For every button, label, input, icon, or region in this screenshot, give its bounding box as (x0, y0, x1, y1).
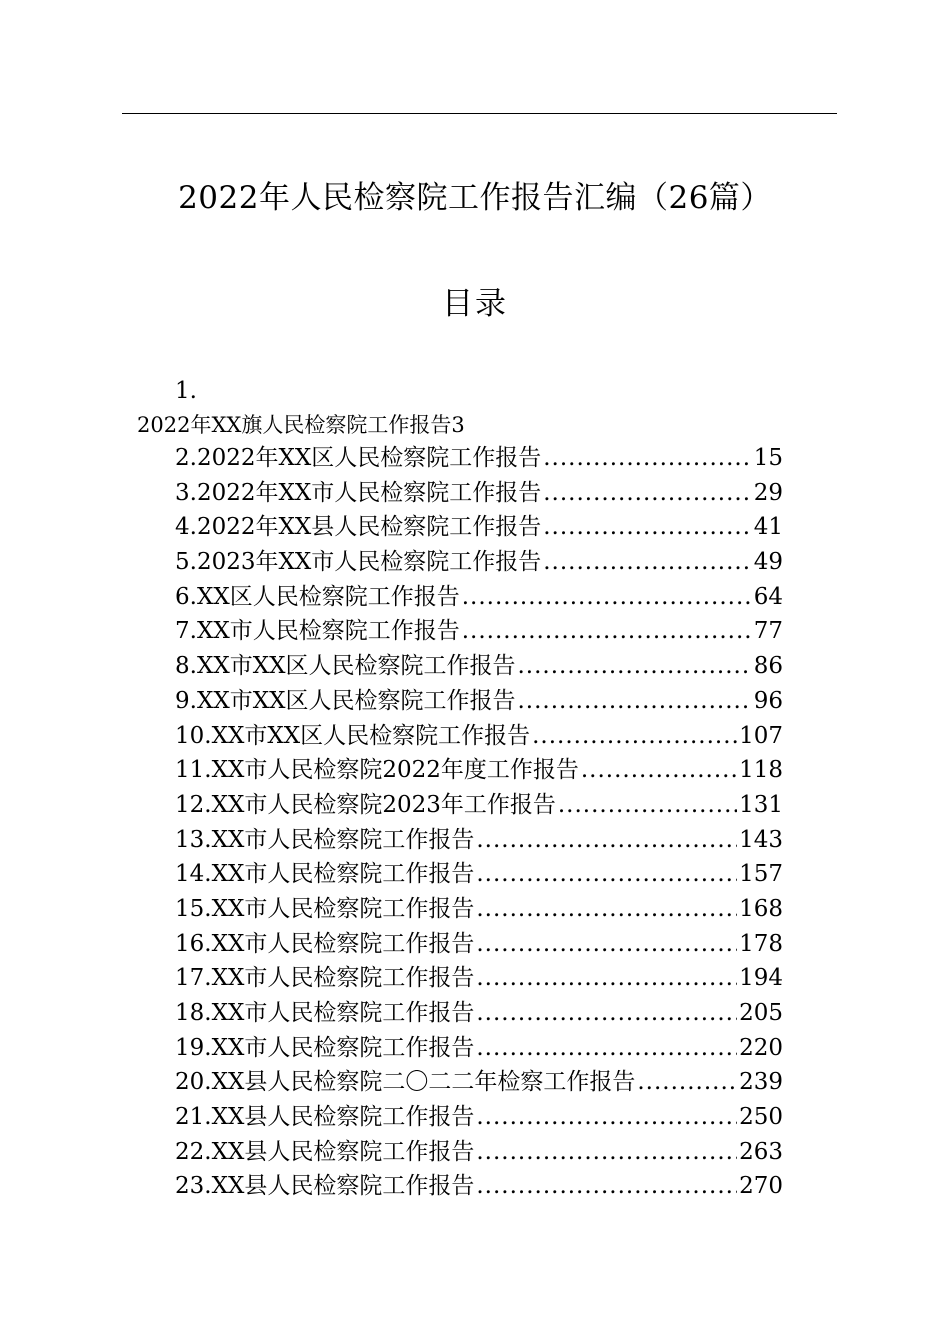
toc-entry-title: 5.2023年XX市人民检察院工作报告 (175, 549, 542, 576)
toc-entry-title: 11.XX市人民检察院2022年度工作报告 (175, 757, 579, 784)
toc-entry-title: 20.XX县人民检察院二〇二二年检察工作报告 (175, 1069, 636, 1096)
toc-dot-leader (476, 857, 737, 892)
toc-dot-leader (462, 614, 752, 649)
toc-entry-page-number: 220 (739, 1034, 783, 1061)
toc-dot-leader (543, 510, 751, 545)
toc-entry[interactable] (175, 961, 783, 996)
toc-entry-page-number: 205 (739, 1000, 783, 1026)
toc-entry[interactable] (175, 927, 783, 962)
toc-entry[interactable] (175, 719, 783, 754)
toc-entry[interactable] (175, 684, 783, 719)
toc-entry-page-number: 41 (753, 514, 783, 541)
toc-entry-1-number: 1. (175, 378, 197, 404)
toc-entry[interactable] (175, 892, 783, 927)
toc-entry-page-number: 77 (753, 618, 783, 645)
toc-entry-page-number: 194 (739, 965, 783, 992)
toc-entry-page-number: 15 (753, 445, 783, 471)
toc-entry-page-number: 239 (739, 1069, 783, 1096)
toc-entry[interactable] (175, 857, 783, 892)
toc-dot-leader (543, 545, 751, 580)
toc-list (175, 441, 783, 1204)
toc-entry-title: 3.2022年XX市人民检察院工作报告 (175, 479, 542, 506)
toc-heading: 目录 (442, 286, 508, 322)
toc-entry-title: 12.XX市人民检察院2023年工作报告 (175, 791, 556, 818)
toc-dot-leader (476, 1169, 737, 1204)
toc-entry[interactable] (175, 1031, 783, 1066)
toc-entry-title: 22.XX县人民检察院工作报告 (175, 1138, 475, 1165)
toc-entry-title: 21.XX县人民检察院工作报告 (175, 1104, 475, 1131)
toc-entry-title: 10.XX市XX区人民检察院工作报告 (175, 722, 531, 749)
toc-dot-leader (581, 753, 737, 788)
toc-entry-page-number: 86 (753, 653, 783, 680)
toc-entry-page-number: 263 (739, 1138, 783, 1165)
toc-entry-page-number: 157 (739, 861, 783, 888)
toc-entry-title: 2.2022年XX区人民检察院工作报告 (175, 445, 542, 471)
toc-entry-title: 7.XX市人民检察院工作报告 (175, 618, 460, 645)
toc-dot-leader (517, 649, 751, 684)
toc-dot-leader (476, 1031, 737, 1066)
toc-dot-leader (476, 823, 737, 858)
toc-entry-page-number: 250 (739, 1104, 783, 1131)
toc-entry[interactable] (175, 1065, 783, 1100)
toc-dot-leader (476, 996, 737, 1031)
toc-entry[interactable] (175, 1100, 783, 1135)
toc-entry[interactable] (175, 545, 783, 580)
toc-entry[interactable] (175, 753, 783, 788)
toc-dot-leader (558, 788, 737, 823)
toc-dot-leader (462, 580, 752, 615)
toc-entry-title: 13.XX市人民检察院工作报告 (175, 826, 475, 853)
toc-entry[interactable] (175, 649, 783, 684)
toc-entry-page-number: 131 (739, 791, 783, 818)
toc-entry-page-number: 178 (739, 930, 783, 957)
toc-entry-title: 9.XX市XX区人民检察院工作报告 (175, 687, 516, 714)
toc-dot-leader (517, 684, 751, 719)
document-title: 2022年人民检察院工作报告汇编（26篇） (178, 180, 772, 216)
toc-entry-title: 4.2022年XX县人民检察院工作报告 (175, 514, 542, 541)
toc-entry-title: 16.XX市人民检察院工作报告 (175, 930, 475, 957)
toc-entry-page-number: 270 (739, 1173, 783, 1200)
toc-dot-leader (476, 892, 737, 927)
toc-entry-title: 18.XX市人民检察院工作报告 (175, 1000, 475, 1026)
toc-entry-1-text: 2022年XX旗人民检察院工作报告3 (137, 413, 465, 437)
toc-entry[interactable] (175, 788, 783, 823)
toc-dot-leader (532, 719, 737, 754)
toc-entry[interactable] (175, 996, 783, 1031)
toc-entry-title: 6.XX区人民检察院工作报告 (175, 583, 460, 610)
toc-dot-leader (543, 441, 751, 476)
toc-entry[interactable] (175, 614, 783, 649)
toc-entry-title: 23.XX县人民检察院工作报告 (175, 1173, 475, 1200)
toc-entry[interactable] (175, 441, 783, 476)
toc-entry-page-number: 64 (753, 583, 783, 610)
toc-dot-leader (543, 476, 751, 511)
toc-entry[interactable] (175, 823, 783, 858)
toc-entry-page-number: 49 (753, 549, 783, 576)
toc-entry-title: 17.XX市人民检察院工作报告 (175, 965, 475, 992)
toc-entry-title: 14.XX市人民检察院工作报告 (175, 861, 475, 888)
toc-dot-leader (476, 1100, 737, 1135)
toc-entry-page-number: 107 (739, 722, 783, 749)
toc-dot-leader (476, 927, 737, 962)
toc-entry-page-number: 143 (739, 826, 783, 853)
toc-dot-leader (637, 1065, 737, 1100)
toc-entry-title: 19.XX市人民检察院工作报告 (175, 1034, 475, 1061)
toc-entry-page-number: 168 (739, 895, 783, 922)
toc-entry[interactable] (175, 580, 783, 615)
toc-entry[interactable] (175, 476, 783, 511)
toc-entry-page-number: 96 (753, 687, 783, 714)
toc-entry-page-number: 29 (753, 479, 783, 506)
toc-entry[interactable] (175, 1135, 783, 1170)
toc-entry[interactable] (175, 1169, 783, 1204)
toc-dot-leader (476, 1135, 737, 1170)
toc-entry-title: 8.XX市XX区人民检察院工作报告 (175, 653, 516, 680)
header-rule (122, 113, 837, 114)
toc-entry[interactable] (175, 510, 783, 545)
toc-entry-page-number: 118 (739, 757, 783, 784)
toc-entry-title: 15.XX市人民检察院工作报告 (175, 895, 475, 922)
toc-dot-leader (476, 961, 737, 996)
